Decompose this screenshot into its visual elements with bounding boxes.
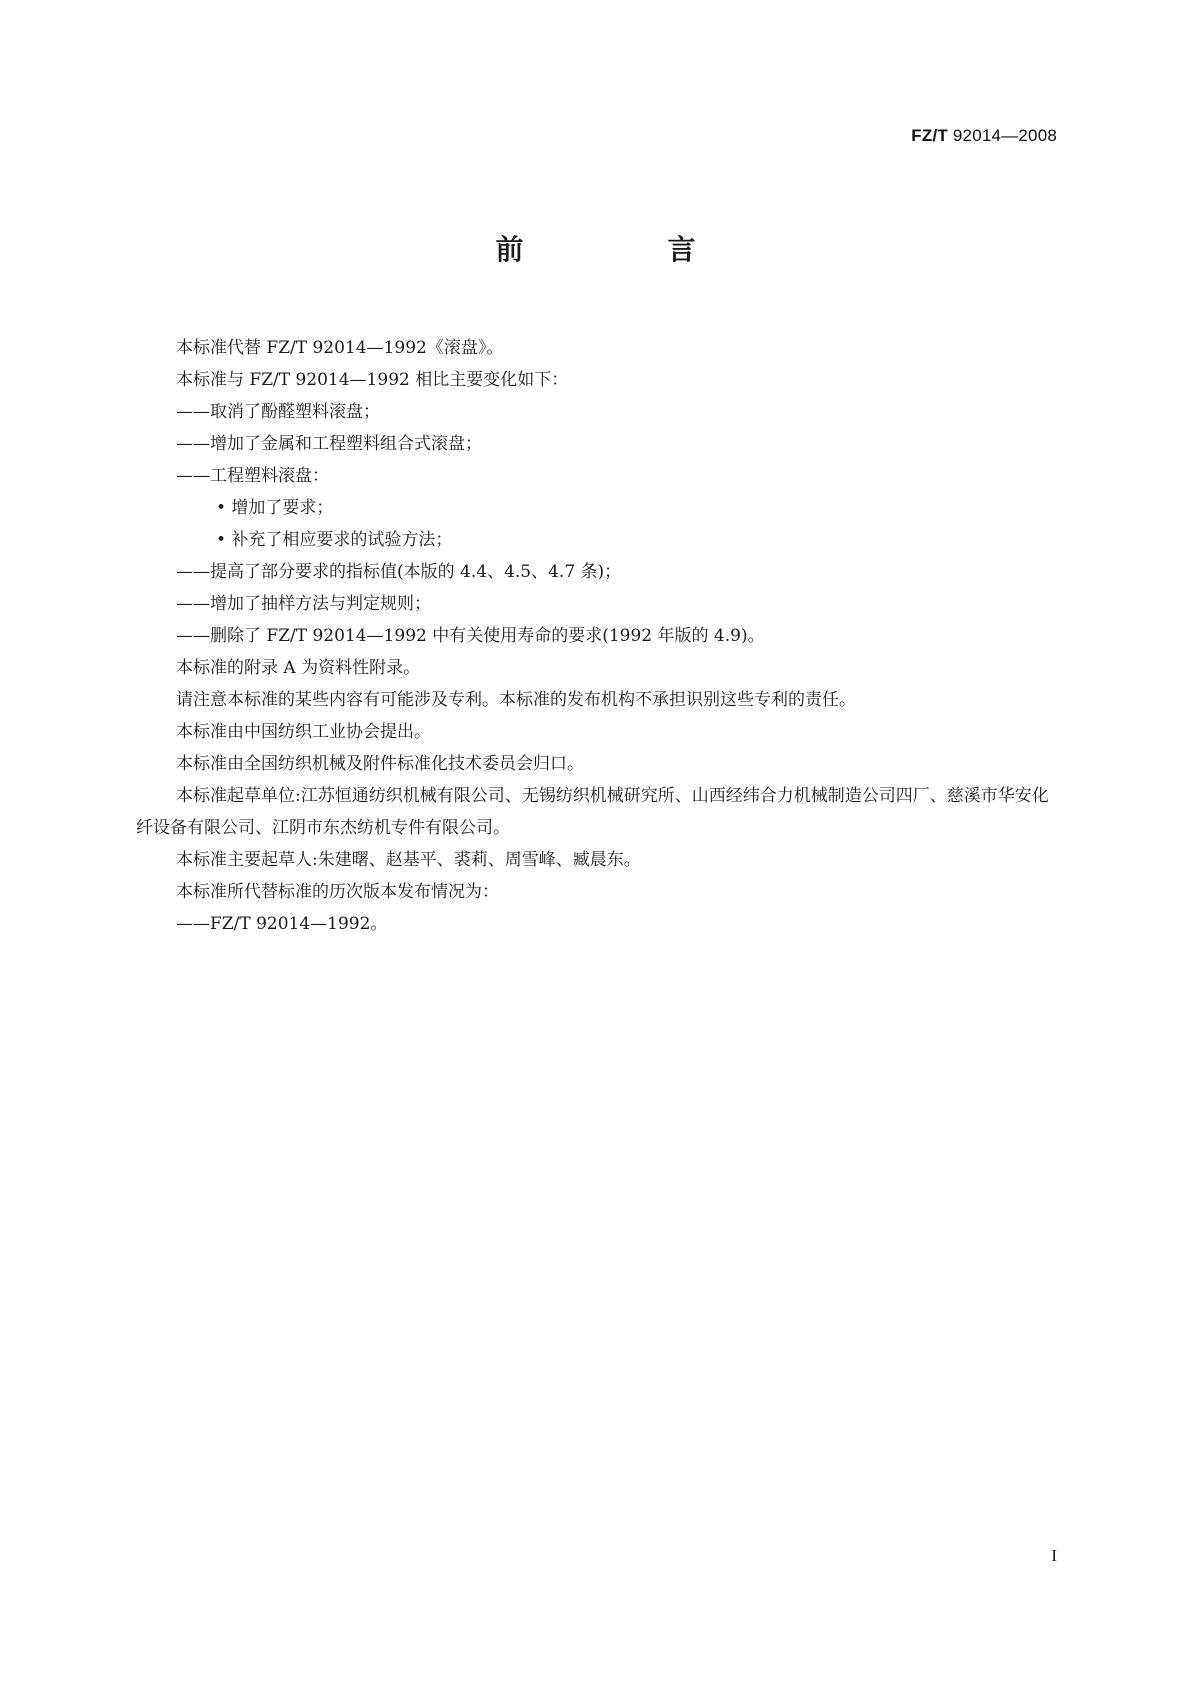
paragraph: 本标准代替 FZ/T 92014—1992《滚盘》。: [176, 338, 504, 358]
change-item: ——删除了 FZ/T 92014—1992 中有关使用寿命的要求(1992 年版的 4.9)。: [176, 626, 765, 646]
change-item: ——工程塑料滚盘：: [176, 466, 329, 486]
page-title: 前 言: [495, 233, 754, 266]
paragraph: 本标准与 FZ/T 92014—1992 相比主要变化如下：: [176, 370, 569, 390]
paragraph: 本标准起草单位:江苏恒通纺织机械有限公司、无锡纺织机械研究所、山西经纬合力机械制造公司四厂、慈溪市华安化纤设备有限公司、江阴市东杰纺机专件有限公司。: [136, 786, 1049, 838]
change-item: ——提高了部分要求的指标值(本版的 4.4、4.5、4.7 条)；: [176, 562, 622, 582]
change-item: ——增加了金属和工程塑料组合式滚盘；: [176, 434, 482, 454]
paragraph: 本标准由全国纺织机械及附件标准化技术委员会归口。: [176, 754, 584, 774]
paragraph: 本标准所代替标准的历次版本发布情况为：: [176, 882, 499, 902]
standard-code: [911, 126, 1057, 146]
standard-code-number: 92014—2008: [952, 126, 1057, 145]
page-number: I: [1051, 1546, 1057, 1565]
sub-change-item: • 补充了相应要求的试验方法；: [216, 530, 453, 550]
paragraph: 本标准主要起草人:朱建曙、赵基平、裘莉、周雪峰、臧晨东。: [176, 850, 641, 870]
foreword-body: [136, 332, 1058, 940]
standard-code-prefix: FZ/T: [911, 126, 948, 145]
paragraph: 请注意本标准的某些内容有可能涉及专利。本标准的发布机构不承担识别这些专利的责任。: [176, 690, 856, 710]
paragraph: 本标准的附录 A 为资料性附录。: [176, 658, 421, 678]
change-item: ——增加了抽样方法与判定规则；: [176, 594, 431, 614]
change-item: ——FZ/T 92014—1992。: [176, 914, 388, 934]
sub-change-item: • 增加了要求；: [216, 498, 334, 518]
paragraph: 本标准由中国纺织工业协会提出。: [176, 722, 431, 742]
change-item: ——取消了酚醛塑料滚盘；: [176, 402, 380, 422]
